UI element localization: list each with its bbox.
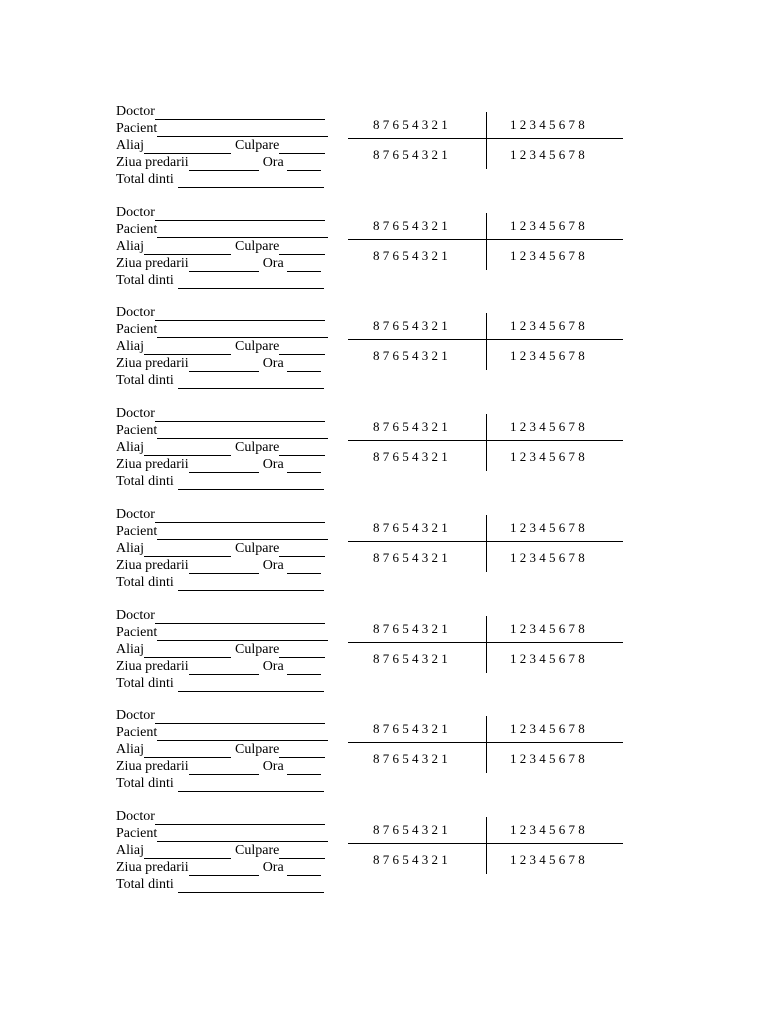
ora-field[interactable] xyxy=(287,358,321,372)
ziua-row xyxy=(116,759,321,775)
doctor-label: Doctor xyxy=(116,305,155,321)
culpare-field[interactable] xyxy=(279,140,325,154)
total-label: Total dinti xyxy=(116,776,174,792)
aliaj-label: Aliaj xyxy=(116,641,144,657)
doctor-field[interactable] xyxy=(155,811,325,825)
aliaj-row xyxy=(116,440,325,456)
tooth-chart-vertical-divider xyxy=(486,515,487,572)
total-label: Total dinti xyxy=(116,373,174,389)
ora-label: Ora xyxy=(262,557,284,573)
doctor-row xyxy=(116,608,325,624)
total-row xyxy=(116,474,324,490)
pacient-row xyxy=(116,826,328,842)
doctor-row xyxy=(116,205,325,221)
doctor-row xyxy=(116,305,325,321)
culpare-label: Culpare xyxy=(235,540,280,556)
aliaj-label: Aliaj xyxy=(116,440,144,456)
ziua-label: Ziua predarii xyxy=(116,859,189,875)
ziua-label: Ziua predarii xyxy=(116,457,189,473)
aliaj-field[interactable] xyxy=(144,543,231,557)
order-form-block xyxy=(0,406,768,506)
aliaj-field[interactable] xyxy=(144,744,231,758)
tooth-chart-lower-left[interactable]: 8 7 6 5 4 3 2 1 xyxy=(373,549,448,565)
tooth-chart-lower-right[interactable]: 1 2 3 4 5 6 7 8 xyxy=(510,348,585,364)
tooth-chart-lower-left[interactable]: 8 7 6 5 4 3 2 1 xyxy=(373,650,448,666)
ziua-row xyxy=(116,155,321,171)
total-field[interactable] xyxy=(178,375,324,389)
aliaj-label: Aliaj xyxy=(116,742,144,758)
culpare-field[interactable] xyxy=(279,845,325,859)
tooth-chart-lower-right[interactable]: 1 2 3 4 5 6 7 8 xyxy=(510,851,585,867)
doctor-field[interactable] xyxy=(155,106,325,120)
aliaj-row xyxy=(116,339,325,355)
tooth-chart-vertical-divider xyxy=(486,817,487,874)
ziua-field[interactable] xyxy=(189,862,259,876)
aliaj-field[interactable] xyxy=(144,845,231,859)
tooth-chart-upper-right[interactable]: 1 2 3 4 5 6 7 8 xyxy=(510,620,585,636)
order-form-block xyxy=(0,104,768,204)
total-field[interactable] xyxy=(178,879,324,893)
ora-label: Ora xyxy=(262,658,284,674)
doctor-field[interactable] xyxy=(155,307,325,321)
tooth-chart-lower-right[interactable]: 1 2 3 4 5 6 7 8 xyxy=(510,751,585,767)
doctor-label: Doctor xyxy=(116,406,155,422)
ora-label: Ora xyxy=(262,759,284,775)
tooth-chart-upper-right[interactable]: 1 2 3 4 5 6 7 8 xyxy=(510,519,585,535)
ora-label: Ora xyxy=(262,255,284,271)
doctor-row xyxy=(116,809,325,825)
tooth-chart-upper-left[interactable]: 8 7 6 5 4 3 2 1 xyxy=(373,217,448,233)
ziua-field[interactable] xyxy=(189,661,259,675)
ziua-label: Ziua predarii xyxy=(116,356,189,372)
tooth-chart-lower-right[interactable]: 1 2 3 4 5 6 7 8 xyxy=(510,147,585,162)
culpare-label: Culpare xyxy=(235,440,280,456)
ora-label: Ora xyxy=(262,457,284,473)
pacient-field[interactable] xyxy=(157,526,328,540)
aliaj-row xyxy=(116,239,325,255)
tooth-chart-upper-right[interactable]: 1 2 3 4 5 6 7 8 xyxy=(510,217,585,233)
doctor-label: Doctor xyxy=(116,204,155,220)
tooth-chart-upper-right[interactable]: 1 2 3 4 5 6 7 8 xyxy=(510,117,585,132)
culpare-label: Culpare xyxy=(235,238,280,254)
tooth-chart-upper-right[interactable]: 1 2 3 4 5 6 7 8 xyxy=(510,821,585,837)
ziua-row xyxy=(116,860,321,876)
pacient-label: Pacient xyxy=(116,322,158,338)
doctor-label: Doctor xyxy=(116,607,155,623)
tooth-chart-vertical-divider xyxy=(486,313,487,370)
total-label: Total dinti xyxy=(116,574,174,590)
total-field[interactable] xyxy=(178,275,324,289)
total-label: Total dinti xyxy=(116,474,174,490)
aliaj-label: Aliaj xyxy=(116,138,144,153)
doctor-field[interactable] xyxy=(155,207,325,221)
pacient-field[interactable] xyxy=(157,324,328,338)
pacient-label: Pacient xyxy=(116,523,158,539)
aliaj-label: Aliaj xyxy=(116,540,144,556)
ora-field[interactable] xyxy=(287,459,321,473)
aliaj-row xyxy=(116,843,325,859)
doctor-row xyxy=(116,507,325,523)
tooth-chart-lower-left[interactable]: 8 7 6 5 4 3 2 1 xyxy=(373,449,448,465)
ziua-field[interactable] xyxy=(189,459,259,473)
doctor-label: Doctor xyxy=(116,104,155,119)
ziua-label: Ziua predarii xyxy=(116,557,189,573)
tooth-chart-vertical-divider xyxy=(486,213,487,270)
total-label: Total dinti xyxy=(116,272,174,288)
pacient-label: Pacient xyxy=(116,221,158,237)
tooth-chart-upper-left[interactable]: 8 7 6 5 4 3 2 1 xyxy=(373,519,448,535)
order-form-block xyxy=(0,708,768,808)
ziua-field[interactable] xyxy=(189,761,259,775)
doctor-row xyxy=(116,708,325,724)
tooth-chart-upper-left[interactable]: 8 7 6 5 4 3 2 1 xyxy=(373,620,448,636)
pacient-row xyxy=(116,121,328,137)
ziua-label: Ziua predarii xyxy=(116,155,189,170)
doctor-row xyxy=(116,104,325,120)
ziua-label: Ziua predarii xyxy=(116,759,189,775)
ziua-row xyxy=(116,256,321,272)
pacient-label: Pacient xyxy=(116,121,158,136)
ziua-label: Ziua predarii xyxy=(116,658,189,674)
ora-field[interactable] xyxy=(287,761,321,775)
doctor-label: Doctor xyxy=(116,808,155,824)
ora-field[interactable] xyxy=(287,560,321,574)
ora-field[interactable] xyxy=(287,862,321,876)
pacient-field[interactable] xyxy=(157,627,328,641)
pacient-label: Pacient xyxy=(116,624,158,640)
total-field[interactable] xyxy=(178,778,324,792)
pacient-field[interactable] xyxy=(157,727,328,741)
order-form-block xyxy=(0,305,768,405)
tooth-chart-vertical-divider xyxy=(486,414,487,471)
aliaj-row xyxy=(116,541,325,557)
aliaj-field[interactable] xyxy=(144,241,231,255)
tooth-chart-lower-left[interactable]: 8 7 6 5 4 3 2 1 xyxy=(373,751,448,767)
pacient-label: Pacient xyxy=(116,825,158,841)
culpare-field[interactable] xyxy=(279,644,325,658)
pacient-field[interactable] xyxy=(157,224,328,238)
pacient-label: Pacient xyxy=(116,423,158,439)
total-field[interactable] xyxy=(178,476,324,490)
pacient-field[interactable] xyxy=(157,123,328,137)
tooth-chart-upper-left[interactable]: 8 7 6 5 4 3 2 1 xyxy=(373,117,448,132)
total-row xyxy=(116,676,324,692)
ora-field[interactable] xyxy=(287,661,321,675)
pacient-field[interactable] xyxy=(157,828,328,842)
culpare-field[interactable] xyxy=(279,341,325,355)
culpare-label: Culpare xyxy=(235,138,280,153)
order-form-block xyxy=(0,608,768,708)
total-row xyxy=(116,172,324,188)
order-form-block xyxy=(0,809,768,909)
culpare-field[interactable] xyxy=(279,442,325,456)
ziua-row xyxy=(116,356,321,372)
aliaj-label: Aliaj xyxy=(116,339,144,355)
tooth-chart-lower-right[interactable]: 1 2 3 4 5 6 7 8 xyxy=(510,247,585,263)
tooth-chart-upper-left[interactable]: 8 7 6 5 4 3 2 1 xyxy=(373,721,448,737)
ora-label: Ora xyxy=(262,859,284,875)
doctor-label: Doctor xyxy=(116,506,155,522)
culpare-label: Culpare xyxy=(235,842,280,858)
aliaj-field[interactable] xyxy=(144,442,231,456)
ora-label: Ora xyxy=(262,155,284,170)
ziua-label: Ziua predarii xyxy=(116,255,189,271)
tooth-chart-lower-left[interactable]: 8 7 6 5 4 3 2 1 xyxy=(373,851,448,867)
tooth-chart-vertical-divider xyxy=(486,616,487,673)
tooth-chart-lower-left[interactable]: 8 7 6 5 4 3 2 1 xyxy=(373,147,448,162)
total-field[interactable] xyxy=(178,174,324,188)
tooth-chart-upper-right[interactable]: 1 2 3 4 5 6 7 8 xyxy=(510,318,585,334)
aliaj-row xyxy=(116,642,325,658)
order-form-block xyxy=(0,507,768,607)
pacient-label: Pacient xyxy=(116,725,158,741)
culpare-field[interactable] xyxy=(279,241,325,255)
ora-field[interactable] xyxy=(287,258,321,272)
pacient-row xyxy=(116,625,328,641)
pacient-row xyxy=(116,322,328,338)
pacient-row xyxy=(116,524,328,540)
ziua-row xyxy=(116,558,321,574)
ora-label: Ora xyxy=(262,356,284,372)
pacient-row xyxy=(116,222,328,238)
tooth-chart-upper-right[interactable]: 1 2 3 4 5 6 7 8 xyxy=(510,721,585,737)
tooth-chart-upper-right[interactable]: 1 2 3 4 5 6 7 8 xyxy=(510,419,585,435)
culpare-field[interactable] xyxy=(279,543,325,557)
tooth-chart-lower-right[interactable]: 1 2 3 4 5 6 7 8 xyxy=(510,449,585,465)
ziua-field[interactable] xyxy=(189,358,259,372)
doctor-field[interactable] xyxy=(155,610,325,624)
culpare-label: Culpare xyxy=(235,742,280,758)
tooth-chart-upper-left[interactable]: 8 7 6 5 4 3 2 1 xyxy=(373,821,448,837)
aliaj-label: Aliaj xyxy=(116,238,144,254)
culpare-label: Culpare xyxy=(235,641,280,657)
culpare-label: Culpare xyxy=(235,339,280,355)
pacient-field[interactable] xyxy=(157,425,328,439)
culpare-field[interactable] xyxy=(279,744,325,758)
ora-field[interactable] xyxy=(287,157,321,171)
tooth-chart-lower-left[interactable]: 8 7 6 5 4 3 2 1 xyxy=(373,247,448,263)
total-label: Total dinti xyxy=(116,675,174,691)
total-row xyxy=(116,575,324,591)
aliaj-field[interactable] xyxy=(144,644,231,658)
aliaj-field[interactable] xyxy=(144,341,231,355)
total-row xyxy=(116,776,324,792)
pacient-row xyxy=(116,725,328,741)
ziua-field[interactable] xyxy=(189,560,259,574)
doctor-label: Doctor xyxy=(116,708,155,724)
tooth-chart-lower-right[interactable]: 1 2 3 4 5 6 7 8 xyxy=(510,650,585,666)
total-row xyxy=(116,877,324,893)
aliaj-label: Aliaj xyxy=(116,842,144,858)
aliaj-field[interactable] xyxy=(144,140,231,154)
tooth-chart-vertical-divider xyxy=(486,112,487,169)
total-field[interactable] xyxy=(178,678,324,692)
ziua-field[interactable] xyxy=(189,157,259,171)
pacient-row xyxy=(116,423,328,439)
order-form-block xyxy=(0,205,768,305)
total-field[interactable] xyxy=(178,577,324,591)
ziua-row xyxy=(116,659,321,675)
tooth-chart-lower-right[interactable]: 1 2 3 4 5 6 7 8 xyxy=(510,549,585,565)
tooth-chart-upper-left[interactable]: 8 7 6 5 4 3 2 1 xyxy=(373,419,448,435)
doctor-field[interactable] xyxy=(155,509,325,523)
doctor-field[interactable] xyxy=(155,710,325,724)
total-row xyxy=(116,373,324,389)
ziua-row xyxy=(116,457,321,473)
total-label: Total dinti xyxy=(116,876,174,892)
total-row xyxy=(116,273,324,289)
ziua-field[interactable] xyxy=(189,258,259,272)
tooth-chart-vertical-divider xyxy=(486,716,487,773)
tooth-chart-upper-left[interactable]: 8 7 6 5 4 3 2 1 xyxy=(373,318,448,334)
total-label: Total dinti xyxy=(116,172,174,187)
tooth-chart-lower-left[interactable]: 8 7 6 5 4 3 2 1 xyxy=(373,348,448,364)
doctor-field[interactable] xyxy=(155,408,325,422)
aliaj-row xyxy=(116,742,325,758)
aliaj-row xyxy=(116,138,325,154)
doctor-row xyxy=(116,406,325,422)
